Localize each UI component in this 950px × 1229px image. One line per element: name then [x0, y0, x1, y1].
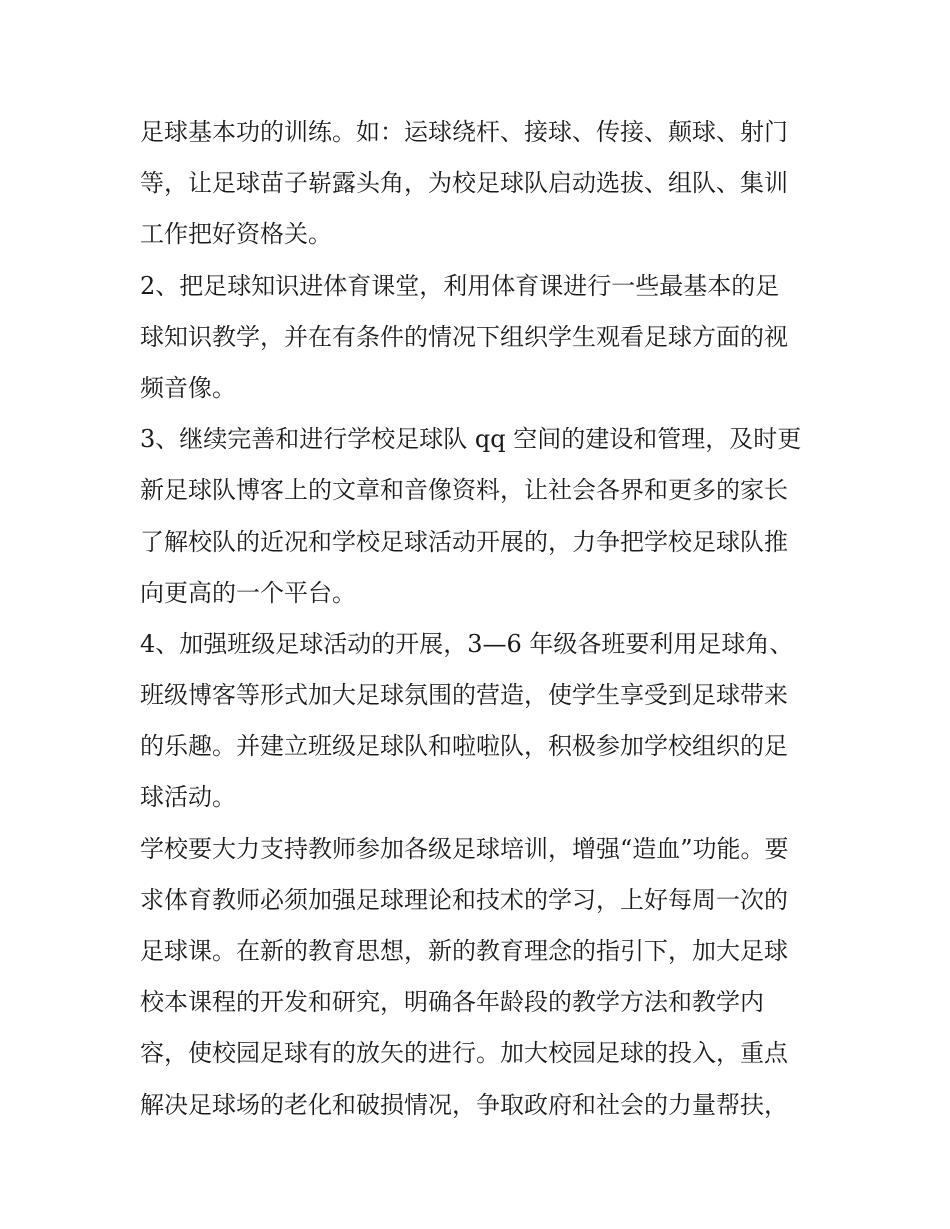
text-line: 向更高的一个平台。: [140, 578, 356, 607]
text-line: 学校要大力支持教师参加各级足球培训，增强“造血”功能。要: [140, 834, 789, 863]
text-line: 新足球队博客上的文章和音像资料，让社会各界和更多的家长: [140, 476, 788, 505]
text-line: 求体育教师必须加强足球理论和技术的学习，上好每周一次的: [140, 885, 788, 914]
text-line: 容，使校园足球有的放矢的进行。加大校园足球的投入，重点: [140, 1039, 788, 1068]
text-line: 校本课程的开发和研究，明确各年龄段的教学方法和教学内: [140, 988, 764, 1017]
text-line: 2、把足球知识进体育课堂，利用体育课进行一些最基本的足: [140, 271, 780, 300]
text-line: 解决足球场的老化和破损情况，争取政府和社会的力量帮扶，: [140, 1090, 788, 1119]
body-text: [140, 107, 820, 1131]
text-line: 球知识教学，并在有条件的情况下组织学生观看足球方面的视: [140, 322, 788, 351]
text-line: 工作把好资格关。: [140, 220, 332, 249]
text-line: 球活动。: [140, 783, 236, 812]
text-line: 等，让足球苗子崭露头角，为校足球队启动选拔、组队、集训: [140, 169, 788, 198]
text-line: 足球课。在新的教育思想，新的教育理念的指引下，加大足球: [140, 937, 788, 965]
text-line: 4、加强班级足球活动的开展，3—6 年级各班要利用足球角、: [140, 629, 794, 658]
text-line: 了解校队的近况和学校足球活动开展的，力争把学校足球队推: [140, 527, 788, 556]
text-line: 足球基本功的训练。如：运球绕杆、接球、传接、颠球、射门: [140, 118, 788, 146]
text-line: 频音像。: [140, 373, 236, 402]
text-line: 班级博客等形式加大足球氛围的营造，使学生享受到足球带来: [140, 681, 788, 710]
text-line: 3、继续完善和进行学校足球队 qq 空间的建设和管理，及时更: [140, 425, 802, 454]
text-line: 的乐趣。并建立班级足球队和啦啦队，积极参加学校组织的足: [140, 732, 788, 761]
